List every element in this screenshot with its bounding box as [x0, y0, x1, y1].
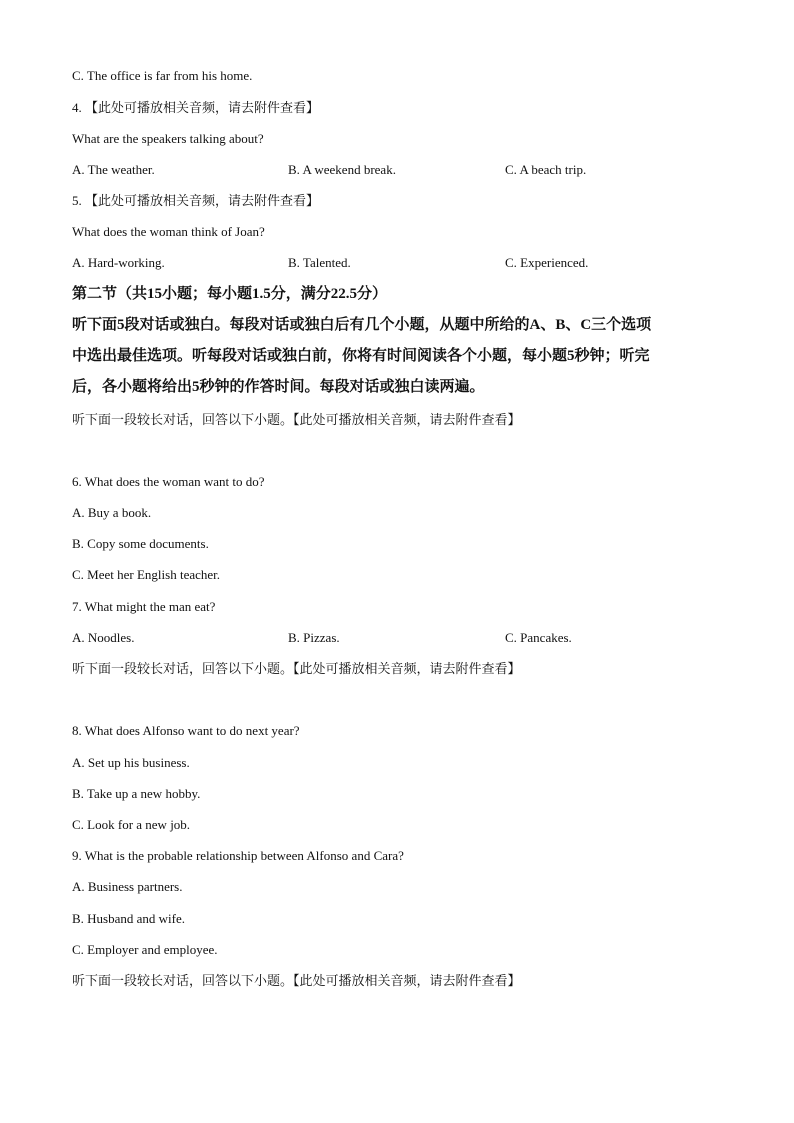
q5-number: 5. 【此处可播放相关音频，请去附件查看】	[72, 193, 320, 208]
section-instructions-line-3: 后，各小题将给出5秒钟的作答时间。每段对话或独白读两遍。	[72, 379, 485, 395]
q3-option-c: C. The office is far from his home.	[72, 68, 253, 83]
dialog-note-3: 听下面一段较长对话，回答以下小题。【此处可播放相关音频，请去附件查看】	[72, 973, 521, 988]
dialog-note-1: 听下面一段较长对话，回答以下小题。【此处可播放相关音频，请去附件查看】	[72, 412, 521, 427]
section-instructions-line-2: 中选出最佳选项。听每段对话或独白前，你将有时间阅读各个小题，每小题5秒钟；听完	[72, 348, 650, 364]
q5-option-b: B. Talented.	[288, 255, 351, 270]
q4-option-a: A. The weather.	[72, 162, 155, 177]
section-heading: 第二节（共15小题；每小题1.5分，满分22.5分）	[72, 286, 388, 302]
q5-option-a: A. Hard-working.	[72, 255, 165, 270]
q8-option-a: A. Set up his business.	[72, 755, 190, 770]
q9-option-c: C. Employer and employee.	[72, 942, 218, 957]
q9-option-a: A. Business partners.	[72, 879, 183, 894]
q8-option-b: B. Take up a new hobby.	[72, 786, 201, 801]
q8-option-c: C. Look for a new job.	[72, 817, 191, 832]
section-instructions-line-1: 听下面5段对话或独白。每段对话或独白后有几个小题，从题中所给的A、B、C三个选项	[72, 317, 652, 333]
q8-stem: 8. What does Alfonso want to do next year?	[72, 723, 300, 738]
q4-option-b: B. A weekend break.	[288, 162, 396, 177]
q6-stem: 6. What does the woman want to do?	[72, 474, 265, 489]
q7-option-a: A. Noodles.	[72, 630, 135, 645]
q7-stem: 7. What might the man eat?	[72, 599, 216, 614]
q6-option-c: C. Meet her English teacher.	[72, 567, 221, 582]
q6-option-b: B. Copy some documents.	[72, 536, 209, 551]
q7-option-c: C. Pancakes.	[505, 630, 572, 645]
q4-stem: What are the speakers talking about?	[72, 131, 264, 146]
q9-option-b: B. Husband and wife.	[72, 911, 186, 926]
q9-stem: 9. What is the probable relationship between Alfonso and Cara?	[72, 848, 404, 863]
q7-option-b: B. Pizzas.	[288, 630, 340, 645]
dialog-note-2: 听下面一段较长对话，回答以下小题。【此处可播放相关音频，请去附件查看】	[72, 661, 521, 676]
q4-option-c: C. A beach trip.	[505, 162, 587, 177]
q6-option-a: A. Buy a book.	[72, 505, 152, 520]
q5-stem: What does the woman think of Joan?	[72, 224, 265, 239]
q5-option-c: C. Experienced.	[505, 255, 589, 270]
q4-number: 4. 【此处可播放相关音频，请去附件查看】	[72, 100, 320, 115]
